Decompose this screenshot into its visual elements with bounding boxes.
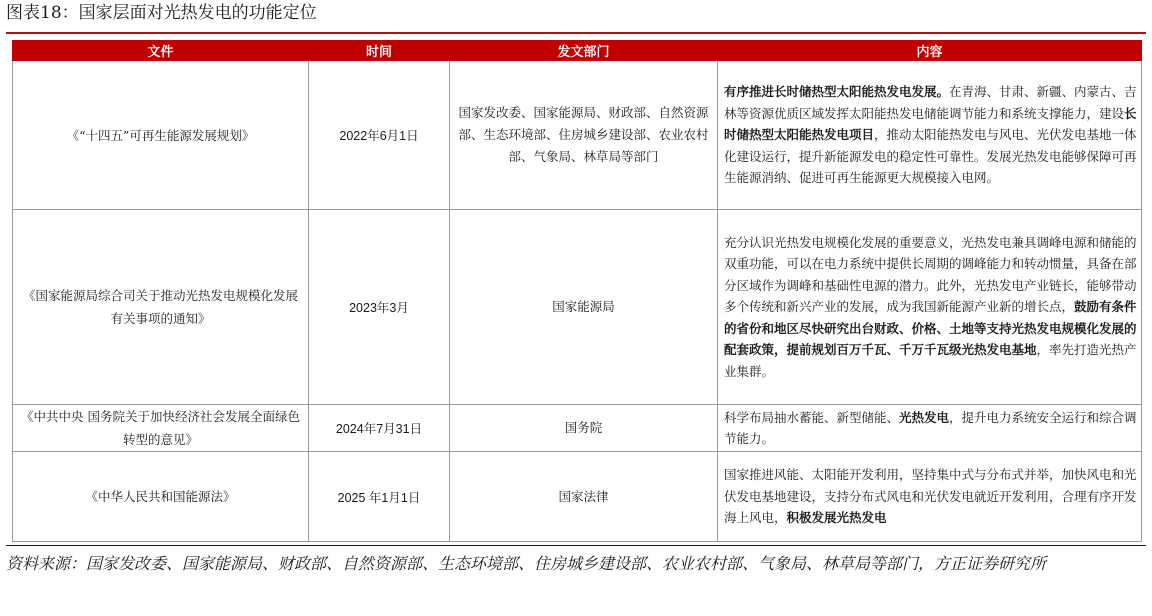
header-document: 文件 [13, 41, 309, 61]
table-row [13, 452, 1142, 542]
table-header-row [13, 41, 1142, 61]
header-time: 时间 [309, 41, 450, 61]
cell-time: 2024年7月31日 [309, 405, 450, 452]
content-segment: 长时储热型太阳能热发电项目 [724, 105, 1137, 143]
header-department: 发文部门 [450, 41, 718, 61]
cell-department: 国务院 [450, 405, 718, 452]
cell-document: 《“十四五”可再生能源发展规划》 [13, 61, 309, 210]
figure-title: 图表18：国家层面对光热发电的功能定位 [6, 3, 317, 23]
cell-department: 国家能源局 [450, 210, 718, 405]
cell-time: 2025 年1月1日 [309, 452, 450, 542]
cell-content [718, 405, 1142, 452]
content-segment: 科学布局抽水蓄能、新型储能、 [724, 409, 900, 425]
table-row [13, 210, 1142, 405]
cell-document: 《国家能源局综合司关于推动光热发电规模化发展有关事项的通知》 [13, 210, 309, 405]
header-content: 内容 [718, 41, 1142, 61]
footer-divider [6, 545, 1146, 546]
cell-document: 《中华人民共和国能源法》 [13, 452, 309, 542]
table-row [13, 61, 1142, 210]
source-note: 资料来源：国家发改委、国家能源局、财政部、自然资源部、生态环境部、住房城乡建设部、农业农村部、气象局、林草局等部门，方正证券研究所 [6, 554, 1047, 573]
content-segment: ，推动太阳能热发电与风电、光伏发电基地一体化建设运行，提升新能源发电的稳定性可靠性。发展光热发电能够保障可再生能源消纳、促进可再生能源更大规模接入电网。 [724, 127, 1137, 186]
title-divider [6, 32, 1146, 34]
cell-content [718, 210, 1142, 405]
cell-document: 《中共中央 国务院关于加快经济社会发展全面绿色转型的意见》 [13, 405, 309, 452]
table-row [13, 405, 1142, 452]
content-segment: 国家推进风能、太阳能开发利用，坚持集中式与分布式并举，加快风电和光伏发电基地建设，支持分布式风电和光伏发电就近开发利用，合理有序开发海上风电， [724, 467, 1137, 526]
content-segment: 充分认识光热发电规模化发展的重要意义，光热发电兼具调峰电源和储能的双重功能，可以在电力系统中提供长周期的调峰能力和转动惯量，具备在部分区域作为调峰和基础性电源的潜力。此外，光热发电产业链长，能够带动多个传统和新兴产业的发展，成为我国新能源产业新的增长点， [724, 235, 1137, 315]
content-segment: ，提升电力系统安全运行和综合调节能力。 [724, 409, 1137, 446]
policy-table [12, 40, 1142, 542]
cell-time: 2022年6月1日 [309, 61, 450, 210]
cell-time: 2023年3月 [309, 210, 450, 405]
content-segment: 在青海、甘肃、新疆、内蒙古、吉林等资源优质区域发挥太阳能热发电储能调节能力和系统支撑能力，建设 [724, 84, 1137, 121]
cell-department: 国家法律 [450, 452, 718, 542]
content-segment: 鼓励有条件的省份和地区尽快研究出台财政、价格、土地等支持光热发电规模化发展的配套政策，提前规划百万千瓦、千万千瓦级光热发电基地 [724, 299, 1137, 358]
cell-content [718, 452, 1142, 542]
cell-department: 国家发改委、国家能源局、财政部、自然资源部、生态环境部、住房城乡建设部、农业农村部、气象局、林草局等部门 [450, 61, 718, 210]
content-segment: ，率先打造光热产业集群。 [724, 342, 1137, 379]
content-segment: 有序推进长时储热型太阳能热发电发展。 [724, 84, 950, 100]
cell-content [718, 61, 1142, 210]
content-segment: 光热发电 [899, 409, 950, 425]
content-segment: 积极发展光热发电 [786, 510, 887, 526]
